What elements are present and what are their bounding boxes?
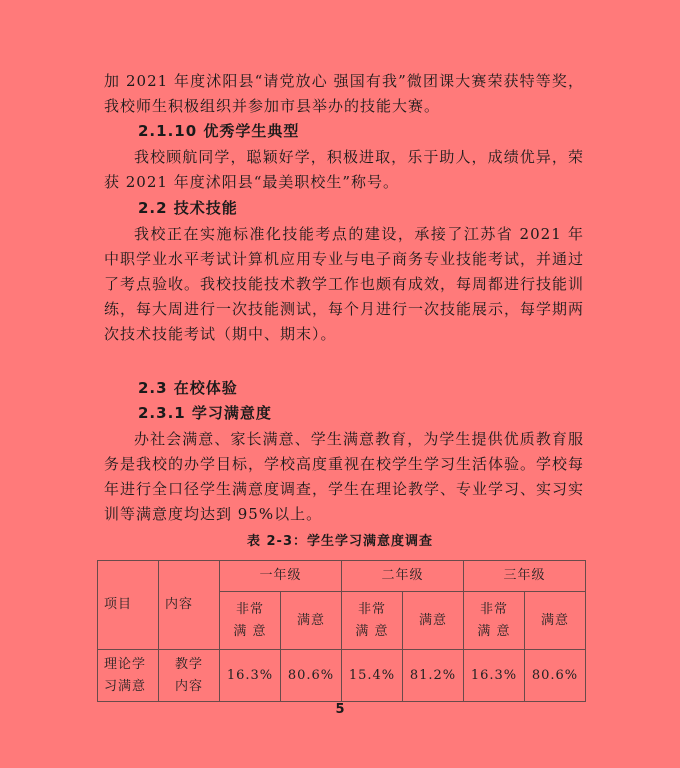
subheader-very-satisfied: 非常 满 意 [464, 592, 525, 650]
subheader-satisfied: 满意 [525, 592, 586, 650]
row-content: 教学 内容 [159, 650, 220, 702]
row-item: 理论学 习满意 [98, 650, 159, 702]
heading-2-1-10: 2.1.10 优秀学生典型 [138, 122, 300, 140]
subheader-satisfied: 满意 [281, 592, 342, 650]
cell-value: 81.2% [403, 650, 464, 702]
subheader-very-satisfied: 非常 满 意 [220, 592, 281, 650]
header-grade-2: 二年级 [342, 561, 464, 592]
cell-value: 80.6% [281, 650, 342, 702]
table-caption: 表 2-3：学生学习满意度调查 [246, 534, 433, 549]
paragraph-contest-award: 加 2021 年度沭阳县“请党放心 强国有我”微团课大赛荣获特等奖，我校师生积极组织并参加市县举办的技能大赛。 [104, 72, 584, 115]
satisfaction-table [97, 560, 586, 702]
cell-value: 16.3% [220, 650, 281, 702]
page-number: 5 [335, 702, 345, 717]
table-header-row [98, 561, 586, 592]
header-content: 内容 [159, 561, 220, 650]
header-grade-3: 三年级 [464, 561, 586, 592]
subheader-very-satisfied: 非常 满 意 [342, 592, 403, 650]
subheader-satisfied: 满意 [403, 592, 464, 650]
paragraph-outstanding-student: 我校顾航同学，聪颖好学，积极进取，乐于助人，成绩优异，荣获 2021 年度沭阳县“最美职校生”称号。 [104, 148, 584, 191]
header-grade-1: 一年级 [220, 561, 342, 592]
paragraph-technical-skills: 我校正在实施标准化技能考点的建设，承接了江苏省 2021 年中职学业水平考试计算机应用专业与电子商务专业技能考试，并通过了考点验收。我校技能技术教学工作也颇有成效，每周都进行技能训练，每大周进行一次技能测试，每个月进行一次技能展示，每学期两次技术技能考试（期中、期末）。 [104, 225, 585, 343]
cell-value: 16.3% [464, 650, 525, 702]
paragraph-satisfaction: 办社会满意、家长满意、学生满意教育，为学生提供优质教育服务是我校的办学目标，学校高度重视在校学生学习生活体验。学校每年进行全口径学生满意度调查，学生在理论教学、专业学习、实习实训等满意度均达到 95%以上。 [104, 430, 585, 523]
cell-value: 15.4% [342, 650, 403, 702]
heading-2-3: 2.3 在校体验 [138, 379, 238, 397]
heading-2-3-1: 2.3.1 学习满意度 [138, 404, 272, 422]
header-item: 项目 [98, 561, 159, 650]
table-row [98, 650, 586, 702]
cell-value: 80.6% [525, 650, 586, 702]
heading-2-2: 2.2 技术技能 [138, 199, 238, 217]
